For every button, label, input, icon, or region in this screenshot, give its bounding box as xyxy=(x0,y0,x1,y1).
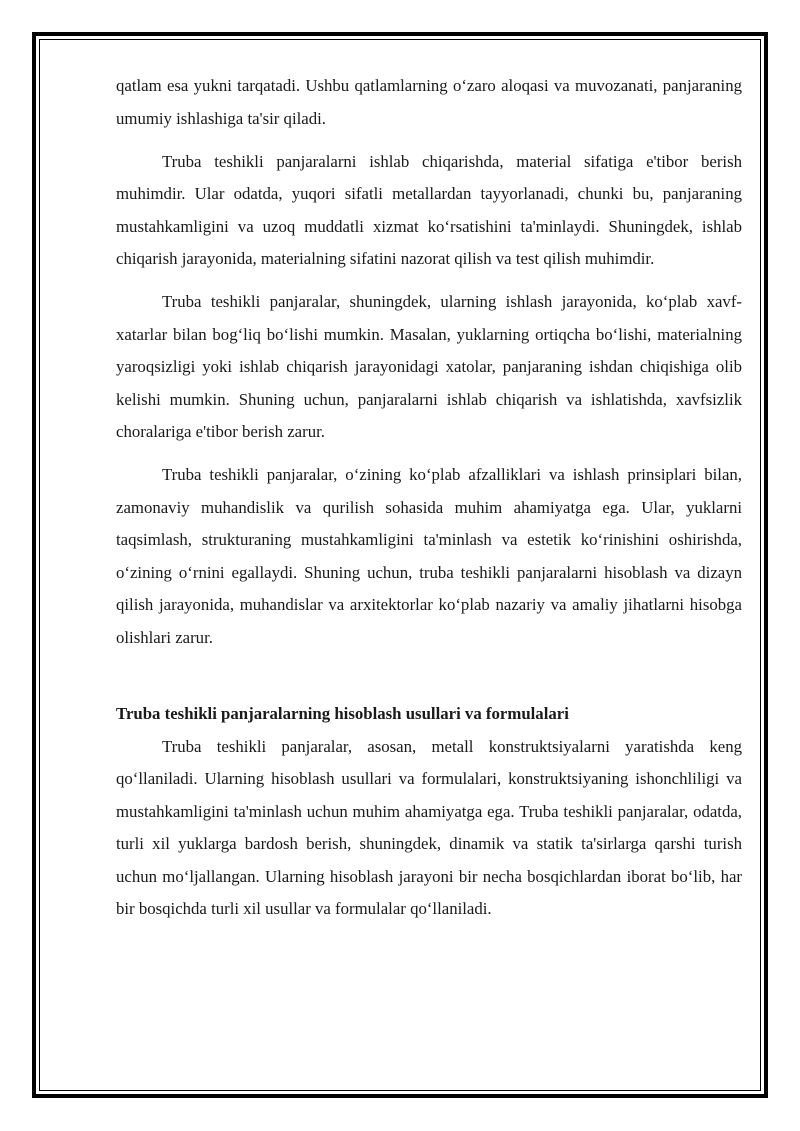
paragraph-calculation-methods: Truba teshikli panjaralar, asosan, metall konstruktsiyalarni yaratishda keng qo‘llaniladi. Ularning hisoblash usullari va formulalari, konstruktsiyaning ishonchliligi va mustahkamligini ta'minlash uchun muhim ahamiyatga ega. Truba teshikli panjaralar, odatda, turli xil yuklarga bardosh berish, shuningdek, dinamik va statik ta'sirlarga qarshi turish uchun mo‘ljallangan. Ularning hisoblash jarayoni bir necha bosqichlardan iborat bo‘lib, har bir bosqichda turli xil usullar va formulalar qo‘llaniladi. xyxy=(116,736,742,918)
paragraph-advantages: Truba teshikli panjaralar, o‘zining ko‘plab afzalliklari va ishlash prinsiplari bilan, zamonaviy muhandislik va qurilish sohasida muhim ahamiyatga ega. Ular, yuklarni taqsimlash, strukturaning mustahkamligini ta'minlash va estetik ko‘rinishini oshirishda, o‘zining o‘rnini egallaydi. Shuning uchun, truba teshikli panjaralarni hisoblash va dizayn qilish jarayonida, muhandislar va arxitektorlar ko‘plab nazariy va amaliy jihatlarni hisobga olishlari zarur. xyxy=(116,465,742,647)
document-body xyxy=(116,70,742,936)
paragraph-material-quality: Truba teshikli panjaralarni ishlab chiqarishda, material sifatiga e'tibor berish muhimdir. Ular odatda, yuqori sifatli metallardan tayyorlanadi, chunki bu, panjaraning mustahkamligini va uzoq muddatli xizmat ko‘rsatishini ta'minlaydi. Shuningdek, ishlab chiqarish jarayonida, materialning sifatini nazorat qilish va test qilish muhimdir. xyxy=(116,151,742,268)
section-heading: Truba teshikli panjaralarning hisoblash usullari va formulalari xyxy=(116,704,569,723)
paragraph-risks: Truba teshikli panjaralar, shuningdek, ularning ishlash jarayonida, ko‘plab xavf-xatarlar bilan bog‘liq bo‘lishi mumkin. Masalan, yuklarning ortiqcha bo‘lishi, materialning yaroqsizligi yoki ishlab chiqarish jarayonidagi xatolar, panjaraning ishdan chiqishiga olib kelishi mumkin. Shuning uchun, panjaralarni ishlab chiqarish va ishlatishda, xavfsizlik choralariga e'tibor berish zarur. xyxy=(116,292,742,441)
paragraph-continuation: qatlam esa yukni tarqatadi. Ushbu qatlamlarning o‘zaro aloqasi va muvozanati, panjaraning umumiy ishlashiga ta'sir qiladi. xyxy=(116,76,742,128)
